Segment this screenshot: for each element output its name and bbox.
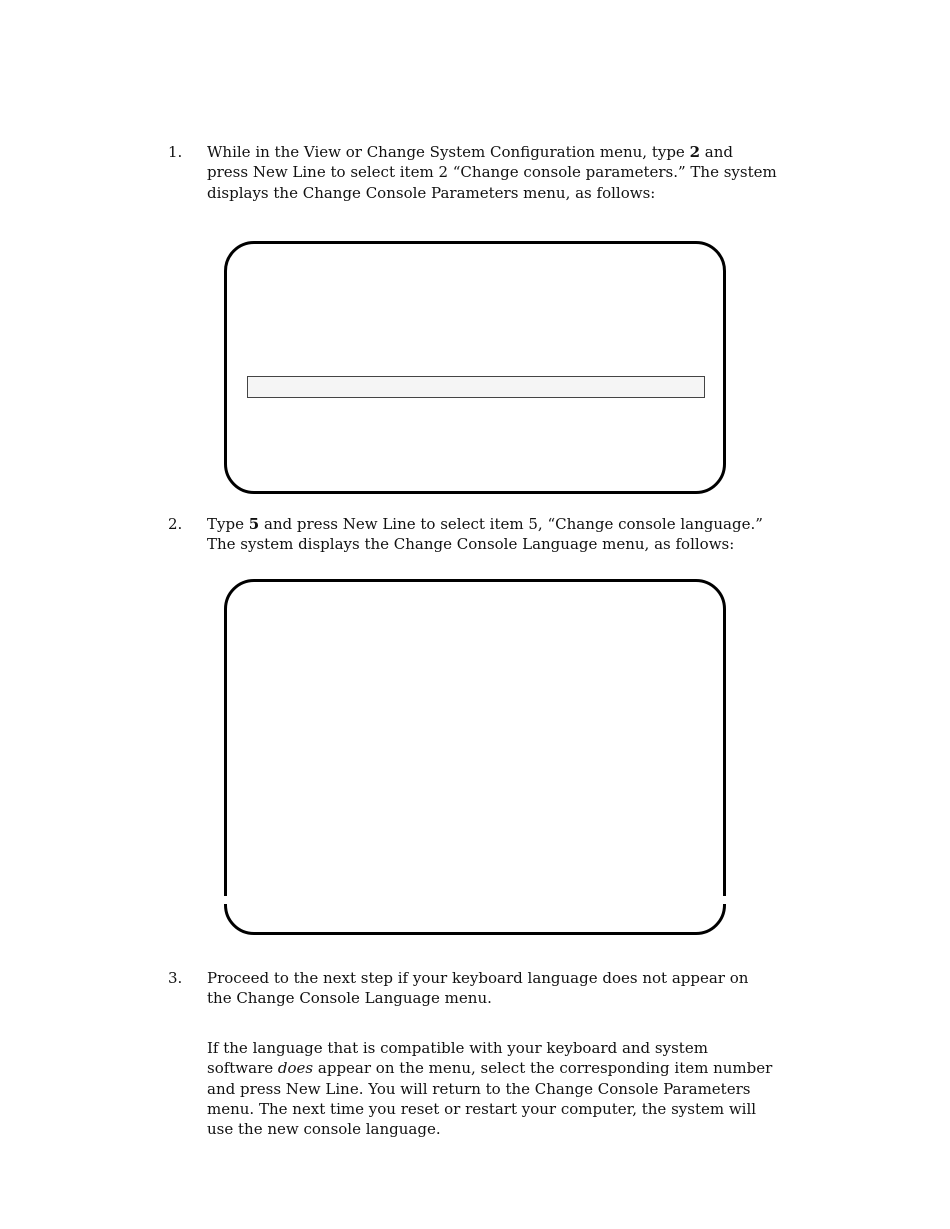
screen-corner-gap (223, 896, 231, 904)
step-number: 3. (168, 969, 183, 987)
step-number: 2. (168, 515, 183, 533)
step-text: Proceed to the next step if your keyboard language does not appear on the Change Console Language menu. (207, 969, 749, 1008)
step-text-part: Type (207, 515, 249, 533)
note-emphasis: does (277, 1059, 314, 1078)
note-text-part: appear on the menu, select the corresponding item number and press New Line. You will return to the Change Console Parameters menu. The next time you reset or restart your computer, the system will use the new console language. (207, 1059, 773, 1139)
note-text-part: If the language that is compatible with your keyboard and system software (207, 1039, 708, 1078)
step-number: 1. (168, 143, 183, 161)
step-text-part: While in the View or Change System Configuration menu, type (207, 143, 690, 161)
screen-corner-gap (719, 896, 727, 904)
step-text-part: and press New Line to select item 2 “Change console parameters.” The system displays the Change Console Parameters menu, as follows: (207, 143, 777, 202)
highlighted-menu-line (247, 376, 705, 398)
console-language-screen (224, 579, 726, 935)
step-text (207, 514, 777, 555)
key-input: 5 (248, 515, 260, 533)
key-input: 2 (689, 143, 701, 161)
step-text (207, 142, 777, 203)
console-parameters-screen (224, 241, 726, 494)
step-text-part: and press New Line to select item 5, “Change console language.” The system displays the Change Console Language menu, as follows: (207, 515, 763, 554)
note-paragraph (207, 1038, 777, 1139)
